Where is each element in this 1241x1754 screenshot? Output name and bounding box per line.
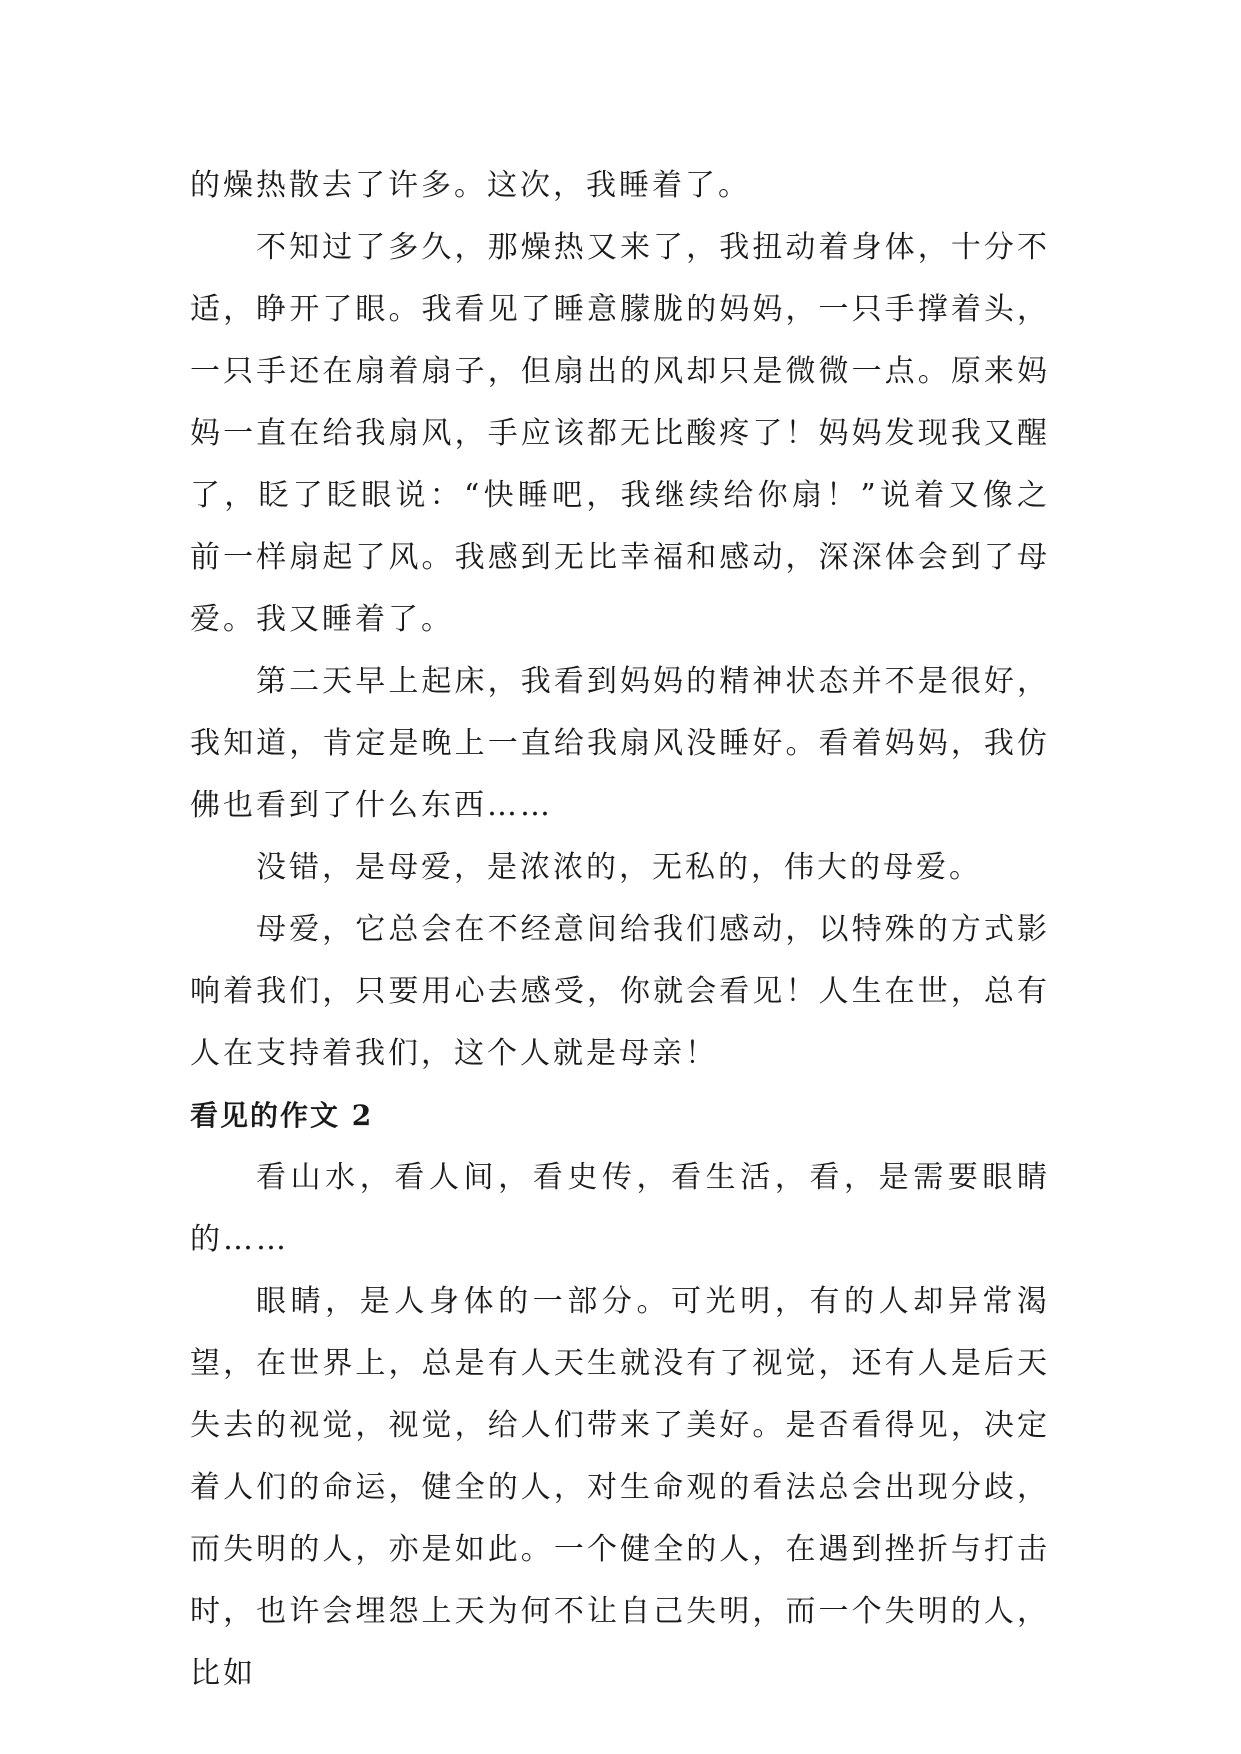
section-heading: 看见的作文 2	[190, 1099, 374, 1132]
paragraph: 眼睛，是人身体的一部分。可光明，有的人却异常渴望，在世界上，总是有人天生就没有了视觉，还有人是后天失去的视觉，视觉，给人们带来了美好。是否看得见，决定着人们的命运，健全的人，对生命观的看法总会出现分歧，而失明的人，亦是如此。一个健全的人，在遇到挫折与打击时，也许会埋怨上天为何不让自己失明，而一个失明的人，比如	[190, 1284, 1050, 1691]
paragraph: 的燥热散去了许多。这次，我睡着了。	[190, 168, 751, 203]
paragraph: 没错，是母爱，是浓浓的，无私的，伟大的母爱。	[256, 850, 982, 885]
paragraph: 母爱，它总会在不经意间给我们感动，以特殊的方式影响着我们，只要用心去感受，你就会看见！人生在世，总有人在支持着我们，这个人就是母亲！	[190, 912, 1050, 1071]
paragraph: 不知过了多久，那燥热又来了，我扭动着身体，十分不适，睁开了眼。我看见了睡意朦胧的妈妈，一只手撑着头，一只手还在扇着扇子，但扇出的风却只是微微一点。原来妈妈一直在给我扇风，手应该都无比酸疼了！妈妈发现我又醒了，眨了眨眼说：“快睡吧，我继续给你扇！”说着又像之前一样扇起了风。我感到无比幸福和感动，深深体会到了母爱。我又睡着了。	[190, 230, 1050, 637]
paragraph: 看山水，看人间，看史传，看生活，看，是需要眼睛的……	[190, 1160, 1050, 1257]
document-body	[190, 155, 1050, 1705]
paragraph: 第二天早上起床，我看到妈妈的精神状态并不是很好，我知道，肯定是晚上一直给我扇风没睡好。看着妈妈，我仿佛也看到了什么东西……	[190, 664, 1050, 823]
